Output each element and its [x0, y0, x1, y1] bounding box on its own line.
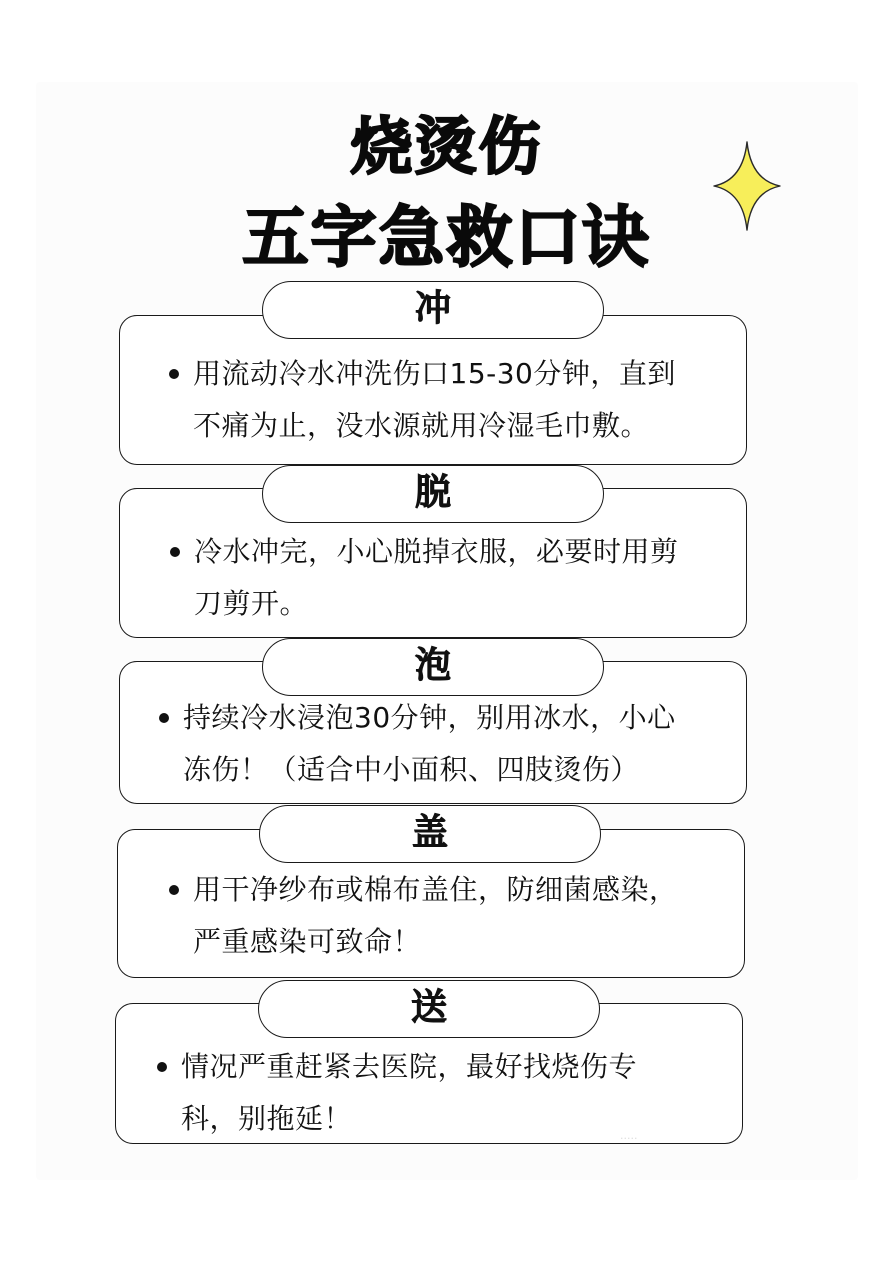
sparkle-star-icon	[712, 140, 782, 232]
text-line: 用流动冷水冲洗伤口15-30分钟，直到	[193, 357, 676, 390]
watermark: ·····	[620, 1132, 638, 1145]
section-heading-song: 送	[258, 980, 600, 1038]
text-line: 用干净纱布或棉布盖住，防细菌感染，	[193, 873, 678, 906]
section-text-tuo	[194, 526, 679, 630]
section-heading-gai: 盖	[259, 805, 601, 863]
section-text-gai	[193, 864, 678, 968]
bullet-dot	[170, 547, 180, 557]
page-title-line1: 烧烫伤	[350, 110, 543, 183]
section-heading-tuo: 脱	[262, 465, 604, 523]
page-title-line2: 五字急救口诀	[242, 199, 651, 276]
bullet-dot	[159, 713, 169, 723]
text-line: 持续冷水浸泡30分钟，别用冰水，小心	[183, 701, 676, 734]
section-text-song	[181, 1041, 637, 1145]
section-text-pao	[183, 692, 676, 796]
section-text-chong	[193, 348, 676, 452]
text-line: 冻伤！（适合中小面积、四肢烫伤）	[183, 753, 640, 786]
text-line: 不痛为止，没水源就用冷湿毛巾敷。	[193, 409, 650, 442]
text-line: 科，别拖延！	[181, 1102, 353, 1135]
bullet-dot	[169, 885, 179, 895]
section-heading-chong: 冲	[262, 281, 604, 339]
text-line: 冷水冲完，小心脱掉衣服，必要时用剪	[194, 535, 679, 568]
text-line: 严重感染可致命！	[193, 925, 422, 958]
bullet-dot	[157, 1062, 167, 1072]
text-line: 情况严重赶紧去医院，最好找烧伤专	[181, 1050, 638, 1083]
text-line: 刀剪开。	[194, 587, 309, 620]
bullet-dot	[169, 369, 179, 379]
section-heading-pao: 泡	[262, 638, 604, 696]
